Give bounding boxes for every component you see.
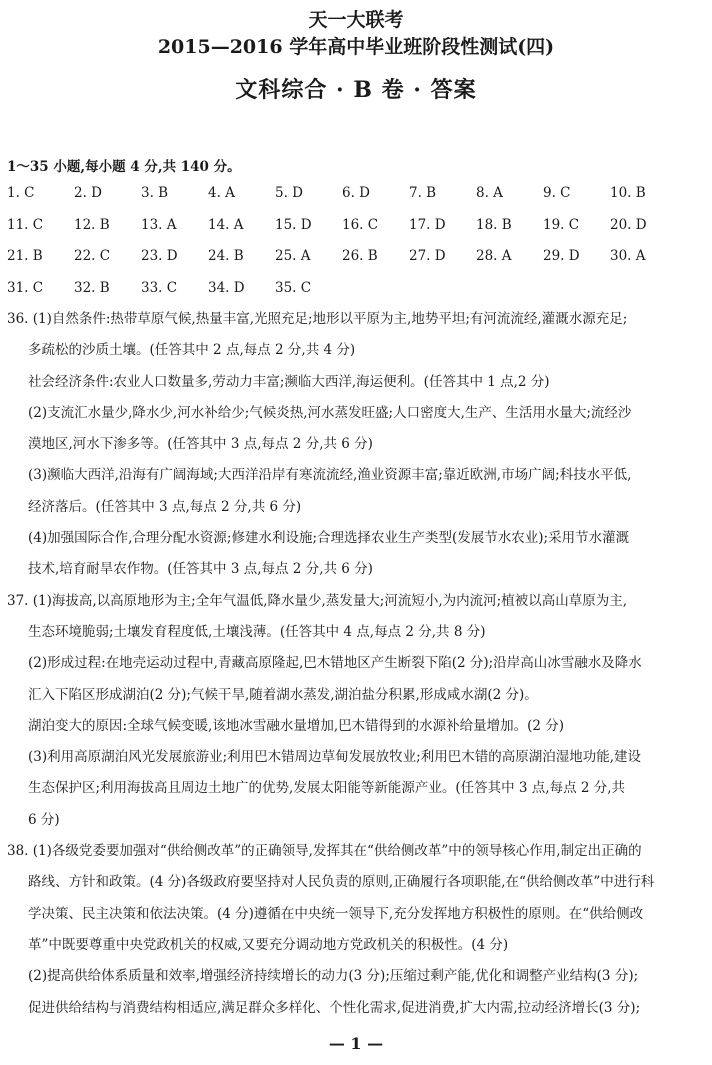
mc-answer: 1. C <box>7 185 35 201</box>
mc-answer: 19. C <box>543 216 580 233</box>
mc-answer: 3. B <box>141 185 169 201</box>
paper-title: 文科综合 · B 卷 · 答案 <box>235 77 477 103</box>
answer-line: (3)濒临大西洋,沿海有广阔海域;大西洋沿岸有寒流流经,渔业资源丰富;靠近欧洲,市场广阔;科技水平低, <box>28 467 632 484</box>
answer-line: 湖泊变大的原因:全球气候变暖,该地冰雪融水量增加,巴木错得到的水源补给量增加。(2 分) <box>28 717 565 734</box>
answer-line: 路线、方针和政策。(4 分)各级政府要坚持对人民负责的原则,正确履行各项职能,在“供给侧改革”中进行科 <box>28 874 655 891</box>
page-number: — 1 — <box>328 1034 384 1053</box>
mc-answer: 28. A <box>476 248 512 264</box>
answer-line: 经济落后。(任答其中 3 点,每点 2 分,共 6 分) <box>28 498 302 515</box>
mc-answer: 18. B <box>476 216 512 233</box>
answer-line: 汇入下陷区形成湖泊(2 分);气候干旱,随着湖水蒸发,湖泊盐分积累,形成咸水湖(2 分)。 <box>28 686 538 703</box>
mc-answer: 2. D <box>74 185 102 201</box>
mc-answer: 27. D <box>409 248 446 264</box>
mc-answer: 29. D <box>543 248 580 264</box>
mc-answer: 26. B <box>342 248 378 264</box>
mc-answer: 21. B <box>7 248 43 264</box>
answer-line: (2)形成过程:在地壳运动过程中,青藏高原隆起,巴木错地区产生断裂下陷(2 分);沿岸高山冰雪融水及降水 <box>28 655 642 672</box>
mc-answer: 5. D <box>275 185 303 201</box>
answer-line: 生态环境脆弱;土壤发育程度低,土壤浅薄。(任答其中 4 点,每点 2 分,共 8 分) <box>28 623 486 640</box>
answer-line: (3)利用高原湖泊风光发展旅游业;利用巴木错周边草甸发展放牧业;利用巴木错的高原湖泊湿地功能,建设 <box>28 749 642 766</box>
mc-answer: 8. A <box>476 185 503 201</box>
mc-answer: 31. C <box>7 279 44 296</box>
document-header <box>0 8 712 104</box>
mc-answer: 34. D <box>208 279 245 296</box>
mc-answer: 33. C <box>141 279 178 296</box>
mc-answer: 13. A <box>141 216 177 233</box>
answer-line: 37. (1)海拔高,以高原地形为主;全年气温低,降水量少,蒸发量大;河流短小,为内流河;植被以高山草原为主, <box>7 592 627 609</box>
mc-intro: 1～35 小题,每小题 4 分,共 140 分。 <box>7 159 241 175</box>
answer-line: (2)支流汇水量少,降水少,河水补给少;气候炎热,河水蒸发旺盛;人口密度大,生产、生活用水量大;流经沙 <box>28 404 632 421</box>
mc-answer: 17. D <box>409 216 446 233</box>
question-36 <box>7 304 706 586</box>
mc-answer: 35. C <box>275 279 312 296</box>
mc-answer: 14. A <box>208 216 244 233</box>
mc-answer: 6. D <box>342 185 370 201</box>
answer-line: (2)提高供给体系质量和效率,增强经济持续增长的动力(3 分);压缩过剩产能,优化和调整产业结构(3 分); <box>28 968 639 985</box>
mc-answer: 32. B <box>74 279 110 296</box>
mc-answer: 16. C <box>342 216 379 233</box>
mc-answer: 7. B <box>409 185 437 201</box>
answer-line: 生态保护区;利用海拔高且周边土地广的优势,发展太阳能等新能源产业。(任答其中 3 点,每点 2 分,共 <box>28 780 626 797</box>
mc-answer: 10. B <box>610 185 646 201</box>
mc-answer-grid <box>7 178 706 304</box>
mc-answer: 24. B <box>208 248 244 264</box>
answer-line: 36. (1)自然条件:热带草原气候,热量丰富,光照充足;地形以平原为主,地势平坦;有河流流经,灌溉水源充足; <box>7 311 628 327</box>
answer-line: 学决策、民主决策和依法决策。(4 分)遵循在中央统一领导下,充分发挥地方积极性的原则。在“供给侧改 <box>28 905 644 922</box>
mc-answer: 11. C <box>7 216 44 233</box>
mc-answer: 23. D <box>141 248 178 264</box>
mc-answer: 9. C <box>543 185 571 201</box>
mc-answer: 30. A <box>610 248 646 264</box>
mc-answer: 15. D <box>275 216 312 233</box>
mc-answer: 20. D <box>610 216 647 233</box>
answer-line: 革”中既要尊重中央党政机关的权威,又要充分调动地方党政机关的积极性。(4 分) <box>28 936 509 953</box>
answer-line: (4)加强国际合作,合理分配水资源;修建水利设施;合理选择农业生产类型(发展节水农业);采用节水灌溉 <box>28 530 630 547</box>
exam-subtitle: 2015—2016 学年高中毕业班阶段性测试(四) <box>157 36 555 58</box>
exam-title: 天一大联考 <box>308 9 404 31</box>
question-38 <box>7 836 706 1024</box>
answer-content <box>7 156 706 1024</box>
answer-line: 促进供给结构与消费结构相适应,满足群众多样化、个性化需求,促进消费,扩大内需,拉动经济增长(3 分); <box>28 999 641 1016</box>
answer-line: 漠地区,河水下渗多等。(任答其中 3 点,每点 2 分,共 6 分) <box>28 436 373 453</box>
mc-answer: 4. A <box>208 185 235 201</box>
question-37 <box>7 586 706 836</box>
mc-answer: 12. B <box>74 216 110 233</box>
mc-answer: 22. C <box>74 248 111 264</box>
mc-answer: 25. A <box>275 248 311 264</box>
answer-line: 38. (1)各级党委要加强对“供给侧改革”的正确领导,发挥其在“供给侧改革”中的领导核心作用,制定出正确的 <box>7 843 642 860</box>
answer-line: 社会经济条件:农业人口数量多,劳动力丰富;濒临大西洋,海运便利。(任答其中 1 点,2 分) <box>28 373 550 390</box>
answer-line: 6 分) <box>28 811 60 828</box>
answer-line: 多疏松的沙质土壤。(任答其中 2 点,每点 2 分,共 4 分) <box>28 342 356 359</box>
answer-line: 技术,培育耐旱农作物。(任答其中 3 点,每点 2 分,共 6 分) <box>28 561 373 578</box>
